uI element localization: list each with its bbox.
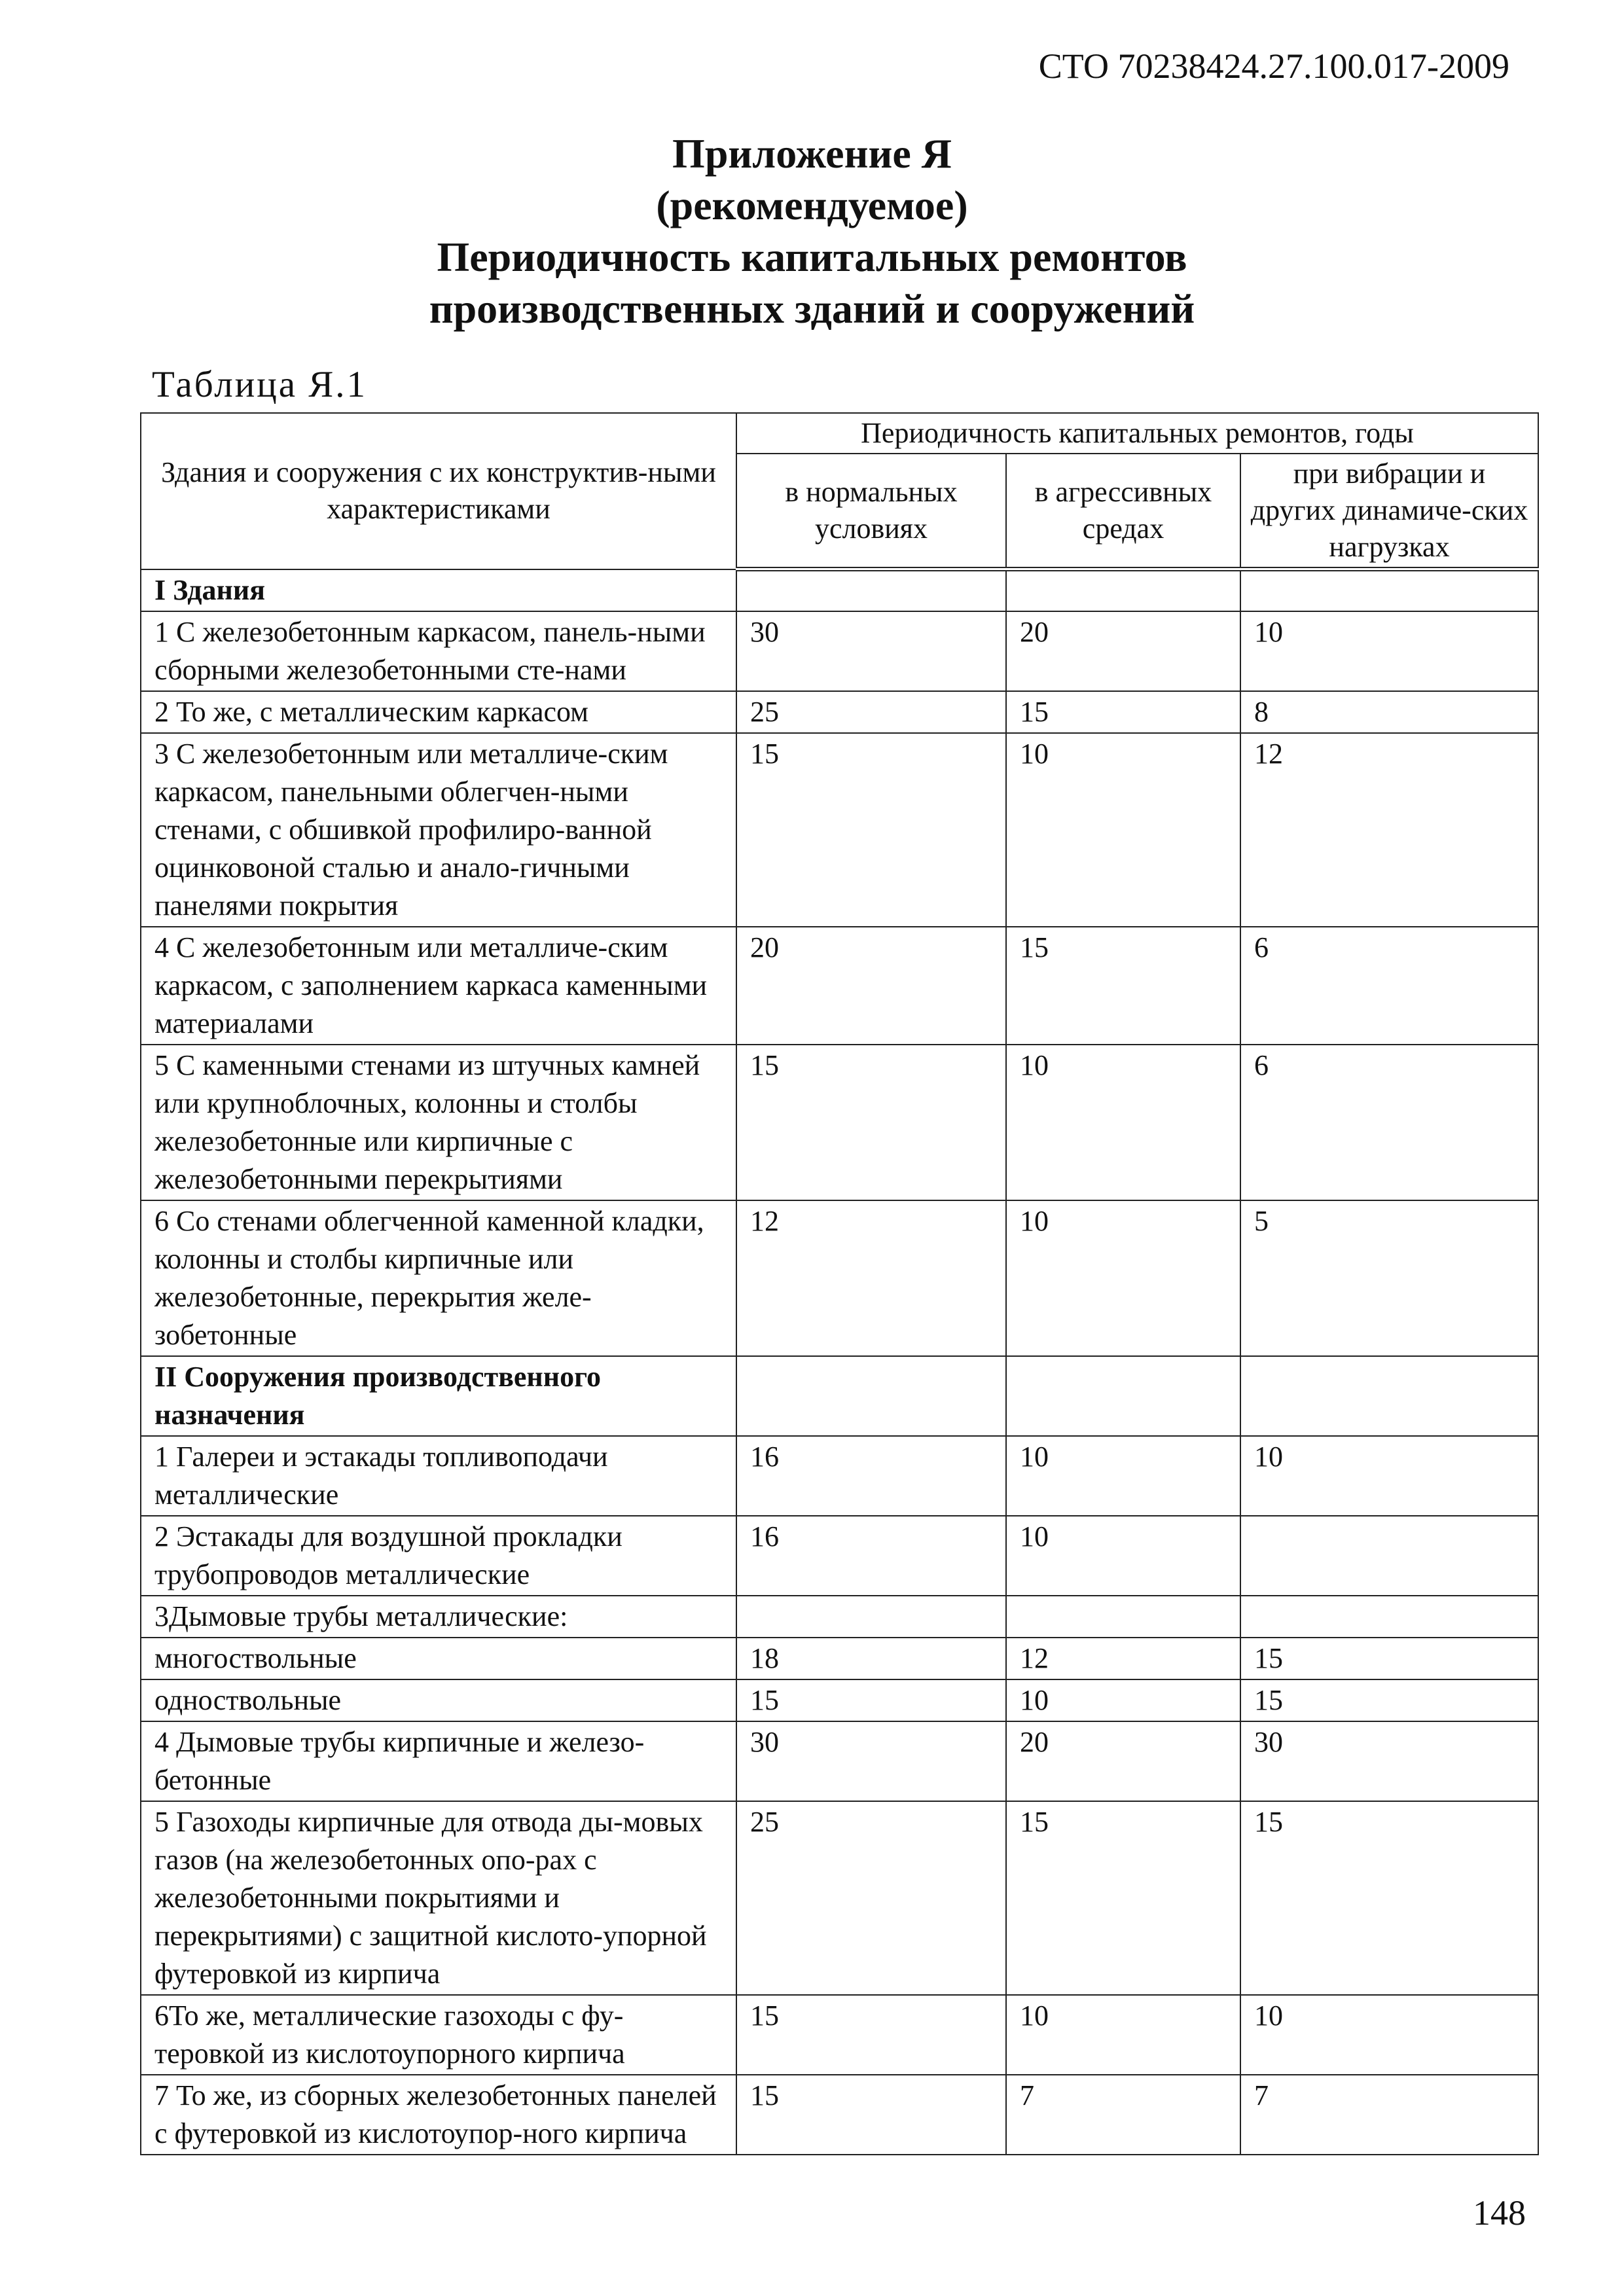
title-line: (рекомендуемое) (656, 182, 968, 228)
value-normal: 15 (736, 733, 1006, 927)
value-aggressive: 10 (1006, 733, 1240, 927)
value-aggressive: 7 (1006, 2075, 1240, 2155)
value-vibration: 8 (1240, 691, 1538, 733)
value-normal: 30 (736, 1721, 1006, 1801)
value-normal: 12 (736, 1200, 1006, 1356)
section-row (141, 569, 1538, 611)
header-periodicity-group: Периодичность капитальных ремонтов, годы (736, 413, 1538, 454)
row-description: 3Дымовые трубы металлические: (141, 1596, 736, 1638)
value-normal: 20 (736, 927, 1006, 1045)
value-vibration: 7 (1240, 2075, 1538, 2155)
value-normal: 25 (736, 1801, 1006, 1995)
table-caption: Таблица Я.1 (152, 364, 368, 405)
row-description: 4 Дымовые трубы кирпичные и железо-бетонные (141, 1721, 736, 1801)
value-vibration: 5 (1240, 1200, 1538, 1356)
value-normal: 15 (736, 2075, 1006, 2155)
table-row (141, 1801, 1538, 1995)
value-vibration: 15 (1240, 1801, 1538, 1995)
row-description: 5 С каменными стенами из штучных камней или крупноблочных, колонны и столбы железобетонные или кирпичные с железобетонными перекрытиями (141, 1045, 736, 1200)
header-description: Здания и сооружения с их конструктив-ными характеристиками (141, 413, 736, 569)
row-description: 6 Со стенами облегченной каменной кладки, колонны и столбы кирпичные или железобетонные, перекрытия желе-зобетонные (141, 1200, 736, 1356)
value-normal: 15 (736, 1679, 1006, 1721)
value-aggressive: 10 (1006, 1679, 1240, 1721)
title-line: Периодичность капитальных ремонтов (437, 234, 1187, 280)
value-normal: 25 (736, 691, 1006, 733)
value-normal: 18 (736, 1638, 1006, 1679)
value-aggressive: 10 (1006, 1516, 1240, 1596)
value-vibration: 10 (1240, 611, 1538, 691)
table-row (141, 1516, 1538, 1596)
row-description: 3 С железобетонным или металличе-ским каркасом, панельными облегчен-ными стенами, с обшивкой профилиро-ванной оцинковоной сталью и анало-гичными панелями покрытия (141, 733, 736, 927)
header-aggressive-environments: в агрессивных средах (1006, 454, 1240, 569)
row-description: многоствольные (141, 1638, 736, 1679)
row-description: 1 Галереи и эстакады топливоподачи металлические (141, 1436, 736, 1516)
value-normal (736, 1356, 1006, 1436)
table-row (141, 1721, 1538, 1801)
row-description: 7 То же, из сборных железобетонных панелей с футеровкой из кислотоупор-ного кирпича (141, 2075, 736, 2155)
table-row (141, 1200, 1538, 1356)
value-normal: 16 (736, 1516, 1006, 1596)
row-description: 2 То же, с металлическим каркасом (141, 691, 736, 733)
value-vibration: 10 (1240, 1995, 1538, 2075)
value-vibration (1240, 569, 1538, 611)
appendix-title (0, 128, 1624, 334)
value-aggressive (1006, 1356, 1240, 1436)
value-vibration: 12 (1240, 733, 1538, 927)
value-aggressive: 10 (1006, 1045, 1240, 1200)
section-row (141, 1356, 1538, 1436)
value-normal: 15 (736, 1995, 1006, 2075)
table-row (141, 927, 1538, 1045)
value-vibration (1240, 1596, 1538, 1638)
value-vibration: 6 (1240, 1045, 1538, 1200)
table-row (141, 691, 1538, 733)
table-body (141, 569, 1538, 2155)
table-row (141, 1638, 1538, 1679)
row-description: 2 Эстакады для воздушной прокладки трубопроводов металлические (141, 1516, 736, 1596)
row-description: одноствольные (141, 1679, 736, 1721)
value-vibration (1240, 1516, 1538, 1596)
value-aggressive: 15 (1006, 1801, 1240, 1995)
value-vibration: 30 (1240, 1721, 1538, 1801)
header-normal-conditions: в нормальных условиях (736, 454, 1006, 569)
value-normal: 16 (736, 1436, 1006, 1516)
value-vibration: 15 (1240, 1679, 1538, 1721)
table-row (141, 611, 1538, 691)
value-aggressive: 10 (1006, 1436, 1240, 1516)
repair-periodicity-table (140, 412, 1539, 2155)
table-row (141, 1045, 1538, 1200)
value-aggressive: 20 (1006, 1721, 1240, 1801)
value-aggressive (1006, 569, 1240, 611)
table-row (141, 1679, 1538, 1721)
table-row (141, 733, 1538, 927)
value-aggressive: 15 (1006, 691, 1240, 733)
value-normal: 30 (736, 611, 1006, 691)
value-aggressive: 10 (1006, 1200, 1240, 1356)
value-aggressive (1006, 1596, 1240, 1638)
value-normal (736, 1596, 1006, 1638)
header-vibration-loads: при вибрации и других динамиче-ских нагрузках (1240, 454, 1538, 569)
row-description: 4 С железобетонным или металличе-ским каркасом, с заполнением каркаса каменными материалами (141, 927, 736, 1045)
table-row (141, 1436, 1538, 1516)
value-vibration (1240, 1356, 1538, 1436)
value-aggressive: 10 (1006, 1995, 1240, 2075)
row-description: 6То же, металлические газоходы с фу-теровкой из кислотоупорного кирпича (141, 1995, 736, 2075)
value-vibration: 10 (1240, 1436, 1538, 1516)
value-normal (736, 569, 1006, 611)
document-code: СТО 70238424.27.100.017-2009 (1038, 46, 1509, 86)
page-number: 148 (1473, 2193, 1526, 2233)
value-aggressive: 12 (1006, 1638, 1240, 1679)
row-description: 5 Газоходы кирпичные для отвода ды-мовых газов (на железобетонных опо-рах с железобетонными покрытиями и перекрытиями) с защитной кислото-упорной футеровкой из кирпича (141, 1801, 736, 1995)
row-description: I Здания (141, 569, 736, 611)
table-row (141, 1596, 1538, 1638)
value-normal: 15 (736, 1045, 1006, 1200)
value-vibration: 15 (1240, 1638, 1538, 1679)
value-vibration: 6 (1240, 927, 1538, 1045)
title-line: производственных зданий и сооружений (429, 285, 1195, 332)
table-row (141, 1995, 1538, 2075)
title-line: Приложение Я (672, 130, 952, 177)
table-row (141, 2075, 1538, 2155)
value-aggressive: 20 (1006, 611, 1240, 691)
row-description: 1 С железобетонным каркасом, панель-ными сборными железобетонными сте-нами (141, 611, 736, 691)
value-aggressive: 15 (1006, 927, 1240, 1045)
row-description: II Сооружения производственного назначения (141, 1356, 736, 1436)
